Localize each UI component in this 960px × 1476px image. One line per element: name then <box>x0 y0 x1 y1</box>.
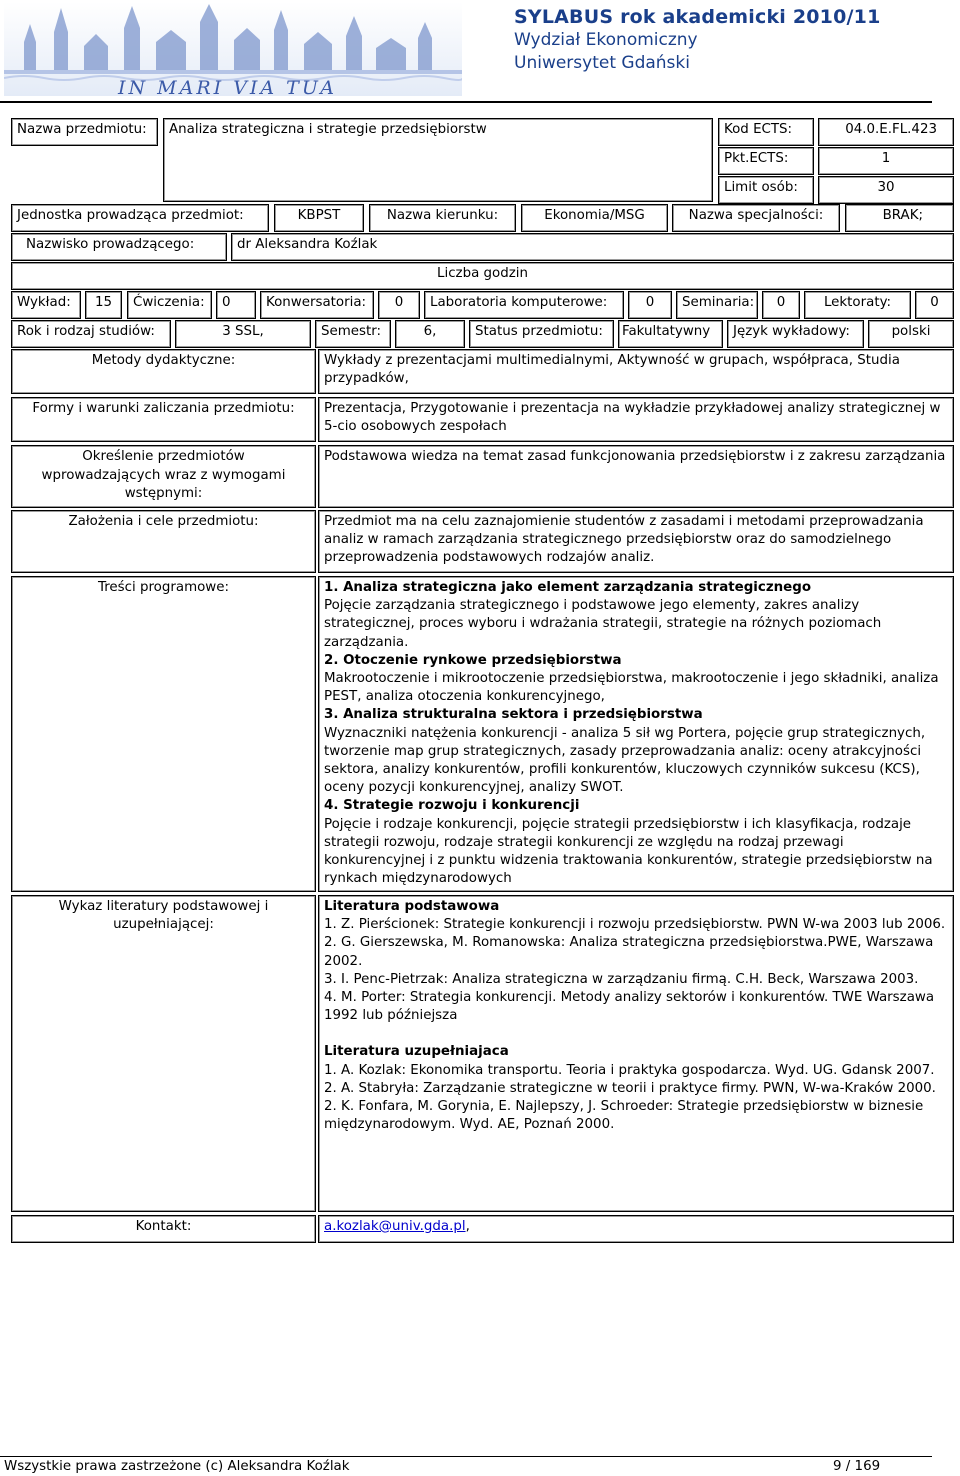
limit-label: Limit osób: <box>718 176 814 204</box>
lit-basic-item: 4. M. Porter: Strategia konkurencji. Metody analizy sektorów i konkurentów. TWE Warszawa 1992 lub późniejsza <box>324 990 935 1024</box>
ects-code: 04.0.E.FL.423 <box>818 118 954 146</box>
unit-value: KBPST <box>274 204 364 232</box>
content-item <box>324 706 948 797</box>
goals-text: Przedmiot ma na celu zaznajomienie studentów z zasadami i metodami przeprowadzania analiz w ramach zarządzania strategicznego przedsiębiorstw oraz do samodzielnego przeprowadzenia podstawowych rodzajów analiz. <box>318 510 954 573</box>
content-heading: 4. Strategie rozwoju i konkurencji <box>324 798 580 814</box>
lit-basic-item: 2. G. Gierszewska, M. Romanowska: Analiza strategiczna przedsiębiorstwa.PWE, Warszawa 2002. <box>324 935 934 969</box>
literature-block <box>318 895 954 1212</box>
content-item <box>324 652 948 707</box>
study-year: 3 SSL, <box>175 320 311 348</box>
ects-points: 1 <box>818 147 954 175</box>
goals-label: Założenia i cele przedmiotu: <box>11 510 316 573</box>
lit-spacer <box>324 1025 948 1043</box>
field-value: Ekonomia/MSG <box>521 204 668 232</box>
lectorates-hours: 0 <box>915 291 954 319</box>
assessment-text: Prezentacja, Przygotowanie i prezentacja na wykładzie przykładowej analizy strategicznej w 5-cio osobowych zespołach <box>318 397 954 442</box>
header-text <box>514 5 881 75</box>
content-heading: 1. Analiza strategiczna jako element zarządzania strategicznego <box>324 580 812 595</box>
semester-value: 6, <box>395 320 465 348</box>
status-value: Fakultatywny <box>618 320 723 348</box>
lit-extra-item: 2. A. Stabryła: Zarządzanie strategiczne w teorii i praktyce firmy. PWN, W-wa-Kraków 2000. <box>324 1080 936 1096</box>
conversations-hours: 0 <box>378 291 420 319</box>
page-header <box>0 0 960 103</box>
study-year-label: Rok i rodzaj studiów: <box>11 320 171 348</box>
spec-label: Nazwa specjalności: <box>672 204 840 232</box>
content-label: Treści programowe: <box>11 576 316 892</box>
course-name: Analiza strategiczna i strategie przedsiębiorstw <box>163 118 713 202</box>
content-heading: 3. Analiza strukturalna sektora i przedsiębiorstwa <box>324 707 703 723</box>
footer-copyright: Wszystkie prawa zastrzeżone (c) Aleksandra Koźlak <box>4 1459 350 1474</box>
conversations-label: Konwersatoria: <box>260 291 374 319</box>
content-text: Pojęcie zarządzania strategicznego i podstawowe jego elementy, zakres analizy strategicznej, proces wyboru i wdrażania strategii, strategie na różnych poziomach zarządzania. <box>324 598 882 650</box>
footer-rule <box>0 1456 932 1457</box>
labs-hours: 0 <box>628 291 672 319</box>
contact-email-link[interactable]: a.kozlak@univ.gda.pl <box>324 1219 466 1234</box>
semester-label: Semestr: <box>315 320 391 348</box>
unit-label: Jednostka prowadząca przedmiot: <box>11 204 269 232</box>
content-text: Pojęcie i rodzaje konkurencji, pojęcie strategii przedsiębiorstw i ich klasyfikacja, rodzaje strategii rozwoju, rodzaje strategii konkurencji ze względu na rodzaj przewagi konkurencyjnej i z punktu widzenia traktowania konkurentów, strategie przedsiębiorstw na rynkach międzynarodowych <box>324 816 933 887</box>
content-heading: 2. Otoczenie rynkowe przedsiębiorstwa <box>324 652 622 668</box>
contact-suffix: , <box>465 1219 470 1234</box>
limit-value: 30 <box>818 176 954 204</box>
field-label: Nazwa kierunku: <box>369 204 516 232</box>
prereq-label: Określenie przedmiotów wprowadzających wraz z wymogami wstępnymi: <box>11 445 316 508</box>
seminars-hours: 0 <box>762 291 800 319</box>
lit-extra-title: Literatura uzupełniajaca <box>324 1044 509 1060</box>
assessment-label: Formy i warunki zaliczania przedmiotu: <box>11 397 316 442</box>
lit-basic-item: 3. I. Penc-Pietrzak: Analiza strategiczna w zarządzaniu firmą. C.H. Beck, Warszawa 2003. <box>324 971 919 987</box>
course-name-label: Nazwa przedmiotu: <box>11 118 158 146</box>
lecture-label: Wykład: <box>11 291 81 319</box>
hours-title: Liczba godzin <box>11 262 954 290</box>
exercises-hours: 0 <box>216 291 256 319</box>
lecturer-label: Nazwisko prowadzącego: <box>11 233 227 261</box>
faculty-name: Wydział Ekonomiczny <box>514 30 698 50</box>
content-text: Wyznaczniki natężenia konkurencji - analiza 5 sił wg Portera, pojęcie grup strategicznych, tworzenie map grup strategicznych, zasady przeprowadzania analiz: oceny atrakcyjności sektora, analizy konkurentów, profili konkurentów, kluczowych czynników sukcesu (KCS), oceny pozycji konkurencyjnej, analizy SWOT. <box>324 725 926 796</box>
prereq-text: Podstawowa wiedza na temat zasad funkcjonowania przedsiębiorstw i z zakresu zarządzania <box>318 445 954 508</box>
footer-page-number: 9 / 169 <box>833 1459 881 1474</box>
content-block <box>318 576 954 892</box>
ects-points-label: Pkt.ECTS: <box>718 147 814 175</box>
spec-value: BRAK; <box>845 204 954 232</box>
exercises-label: Ćwiczenia: <box>127 291 212 319</box>
methods-text: Wykłady z prezentacjami multimedialnymi, Aktywność w grupach, współpraca, Studia przypadków, <box>318 349 954 394</box>
content-text: Makrootoczenie i mikrootoczenie przedsiębiorstwa, makrootoczenie i jego składniki, analiza PEST, analiza otoczenia konkurencyjnego, <box>324 671 939 705</box>
labs-label: Laboratoria komputerowe: <box>424 291 624 319</box>
logo-motto: IN MARI VIA TUA <box>118 77 338 96</box>
language-label: Język wykładowy: <box>727 320 864 348</box>
lectorates-label: Lektoraty: <box>804 291 911 319</box>
methods-label: Metody dydaktyczne: <box>11 349 316 394</box>
syllabus-title: SYLABUS rok akademicki 2010/11 <box>514 6 881 28</box>
university-name: Uniwersytet Gdański <box>514 53 690 73</box>
seminars-label: Seminaria: <box>676 291 758 319</box>
lit-basic-item: 1. Z. Pierścionek: Strategie konkurencji i rozwoju przedsiębiorstw. PWN W-wa 2003 lub 2006. <box>324 917 946 933</box>
ects-code-label: Kod ECTS: <box>718 118 814 146</box>
lit-basic-title: Literatura podstawowa <box>324 899 500 914</box>
content-item <box>324 797 948 888</box>
status-label: Status przedmiotu: <box>469 320 614 348</box>
literature-label: Wykaz literatury podstawowej i uzupełniającej: <box>11 895 316 1212</box>
lecture-hours: 15 <box>85 291 122 319</box>
university-logo <box>4 2 462 96</box>
lit-extra-item: 1. A. Kozlak: Ekonomika transportu. Teoria i praktyka gospodarcza. Wyd. UG. Gdansk 2007. <box>324 1062 935 1078</box>
contact-label: Kontakt: <box>11 1215 316 1243</box>
language-value: polski <box>868 320 954 348</box>
lecturer-name: dr Aleksandra Koźlak <box>231 233 954 261</box>
header-rule <box>0 101 932 103</box>
content-item <box>324 579 948 652</box>
lit-extra-item: 2. K. Fonfara, M. Gorynia, E. Najlepszy, J. Schroeder: Strategie przedsiębiorstw w biznesie międzynarodowym. Wyd. AE, Poznań 2000. <box>324 1099 924 1133</box>
contact-cell <box>318 1215 954 1243</box>
